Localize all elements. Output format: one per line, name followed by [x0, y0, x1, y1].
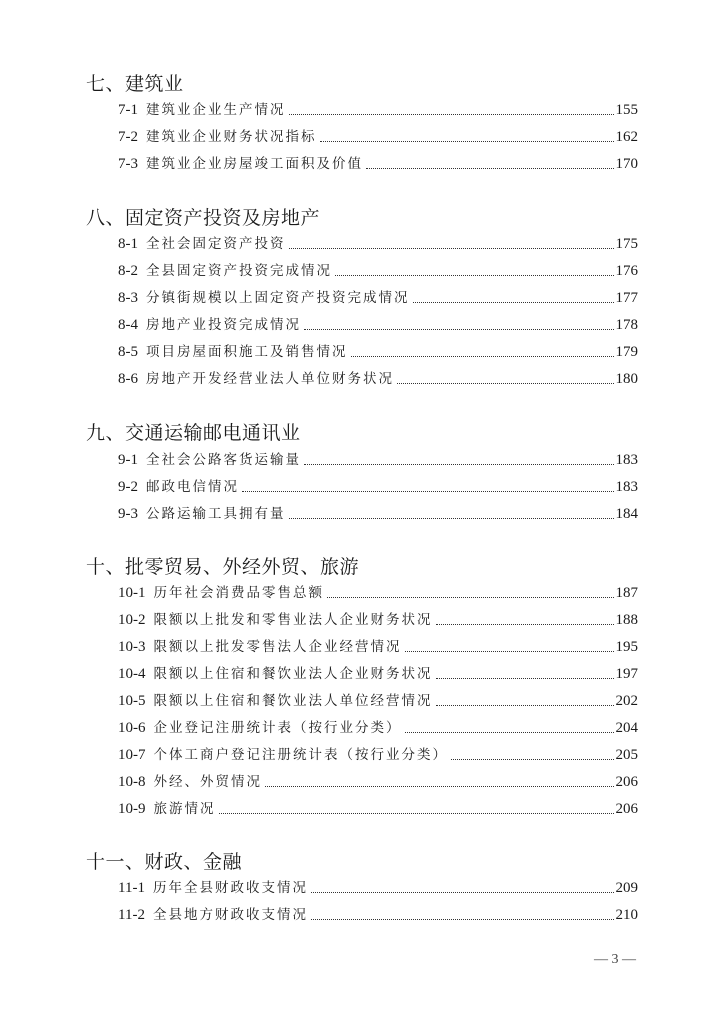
toc-number: 8-2: [118, 263, 138, 279]
toc-number: 10-9: [118, 801, 146, 817]
toc-page-number: 184: [615, 506, 638, 522]
toc-page-number: 204: [615, 720, 638, 736]
toc-row[interactable]: [118, 259, 638, 281]
toc-row[interactable]: [118, 475, 638, 497]
toc-page-number: 187: [615, 585, 638, 601]
toc-number: 7-2: [118, 129, 138, 145]
toc-number: 8-3: [118, 290, 138, 306]
toc-row[interactable]: [118, 581, 638, 603]
toc-page-number: 155: [615, 102, 638, 118]
dot-leader: [265, 786, 614, 787]
toc-number: 7-1: [118, 102, 138, 118]
toc-page-number: 197: [615, 666, 638, 682]
section-title-fixed-asset-investment: 八、固定资产投资及房地产: [86, 207, 321, 229]
toc-row[interactable]: [118, 635, 638, 657]
toc-row[interactable]: [118, 313, 638, 335]
toc-page-number: 205: [615, 747, 638, 763]
toc-number: 10-8: [118, 774, 146, 790]
toc-page-number: 183: [615, 479, 638, 495]
dot-leader: [242, 491, 614, 492]
toc-row[interactable]: [118, 98, 638, 120]
toc-number: 10-5: [118, 693, 146, 709]
toc-entry-title: 项目房屋面积施工及销售情况: [146, 344, 348, 360]
toc-row[interactable]: [118, 340, 638, 362]
toc-number: 9-3: [118, 506, 138, 522]
toc-entry-title: 分镇街规模以上固定资产投资完成情况: [146, 290, 410, 306]
toc-entry-title: 全社会固定资产投资: [146, 236, 286, 252]
toc-entry-title: 个体工商户登记注册统计表（按行业分类）: [153, 747, 448, 763]
toc-entry-title: 全县地方财政收支情况: [152, 907, 308, 923]
toc-entry-title: 建筑业企业房屋竣工面积及价值: [146, 156, 363, 172]
toc-row[interactable]: [118, 367, 638, 389]
toc-row[interactable]: [118, 770, 638, 792]
toc-entry-title: 房地产业投资完成情况: [146, 317, 301, 333]
toc-entry-title: 限额以上批发零售法人企业经营情况: [153, 639, 402, 655]
toc-entry-title: 邮政电信情况: [146, 479, 239, 495]
toc-entry-title: 历年全县财政收支情况: [152, 880, 308, 896]
dot-leader: [451, 759, 614, 760]
toc-page-number: 206: [615, 774, 638, 790]
dot-leader: [436, 705, 614, 706]
section-title-finance: 十一、财政、金融: [86, 851, 243, 873]
dot-leader: [327, 597, 614, 598]
toc-page-number: 170: [615, 156, 638, 172]
toc-page-number: 206: [615, 801, 638, 817]
toc-number: 10-3: [118, 639, 146, 655]
toc-page-number: 202: [615, 693, 638, 709]
toc-page-number: 177: [615, 290, 638, 306]
dot-leader: [413, 302, 614, 303]
section-title-construction: 七、建筑业: [86, 73, 184, 95]
dot-leader: [351, 356, 614, 357]
toc-number: 10-1: [118, 585, 146, 601]
toc-entry-title: 全县固定资产投资完成情况: [146, 263, 332, 279]
dot-leader: [289, 114, 614, 115]
toc-row[interactable]: [118, 797, 638, 819]
toc-row[interactable]: [118, 689, 638, 711]
toc-number: 11-2: [118, 907, 145, 923]
toc-row[interactable]: [118, 903, 638, 925]
toc-number: 8-6: [118, 371, 138, 387]
toc-page-number: 183: [615, 452, 638, 468]
toc-entry-title: 历年社会消费品零售总额: [153, 585, 324, 601]
toc-entry-title: 旅游情况: [153, 801, 216, 817]
toc-row[interactable]: [118, 876, 638, 898]
toc-row[interactable]: [118, 232, 638, 254]
dot-leader: [311, 919, 614, 920]
toc-row[interactable]: [118, 608, 638, 630]
section-title-transport-post: 九、交通运输邮电通讯业: [86, 422, 301, 444]
dot-leader: [289, 248, 614, 249]
toc-number: 7-3: [118, 156, 138, 172]
dot-leader: [219, 813, 614, 814]
dot-leader: [311, 892, 614, 893]
toc-row[interactable]: [118, 286, 638, 308]
toc-row[interactable]: [118, 448, 638, 470]
section-title-trade-tourism: 十、批零贸易、外经外贸、旅游: [86, 556, 360, 578]
toc-entry-title: 房地产开发经营业法人单位财务状况: [146, 371, 394, 387]
toc-page-number: 210: [615, 907, 638, 923]
toc-page-number: 188: [615, 612, 638, 628]
toc-number: 10-6: [118, 720, 146, 736]
toc-number: 10-4: [118, 666, 146, 682]
toc-entry-title: 全社会公路客货运输量: [146, 452, 301, 468]
toc-page-number: 209: [615, 880, 638, 896]
dot-leader: [436, 678, 614, 679]
toc-entry-title: 限额以上住宿和餐饮业法人企业财务状况: [153, 666, 433, 682]
dot-leader: [335, 275, 614, 276]
toc-number: 8-5: [118, 344, 138, 360]
dot-leader: [304, 464, 614, 465]
toc-row[interactable]: [118, 743, 638, 765]
toc-entry-title: 公路运输工具拥有量: [146, 506, 286, 522]
toc-page-number: 178: [615, 317, 638, 333]
dot-leader: [366, 168, 614, 169]
toc-page-number: 175: [615, 236, 638, 252]
toc-page-number: 180: [615, 371, 638, 387]
toc-entry-title: 企业登记注册统计表（按行业分类）: [153, 720, 402, 736]
dot-leader: [405, 651, 614, 652]
toc-number: 8-1: [118, 236, 138, 252]
toc-number: 9-1: [118, 452, 138, 468]
toc-row[interactable]: [118, 502, 638, 524]
dot-leader: [289, 518, 614, 519]
toc-number: 10-7: [118, 747, 146, 763]
toc-number: 9-2: [118, 479, 138, 495]
dot-leader: [436, 624, 614, 625]
toc-number: 10-2: [118, 612, 146, 628]
dot-leader: [397, 383, 614, 384]
dot-leader: [405, 732, 614, 733]
toc-page-number: 176: [615, 263, 638, 279]
toc-page-number: 195: [615, 639, 638, 655]
toc-entry-title: 限额以上住宿和餐饮业法人单位经营情况: [153, 693, 433, 709]
toc-entry-title: 限额以上批发和零售业法人企业财务状况: [153, 612, 433, 628]
toc-entry-title: 外经、外贸情况: [153, 774, 262, 790]
toc-row[interactable]: [118, 152, 638, 174]
toc-row[interactable]: [118, 716, 638, 738]
toc-page-number: 179: [615, 344, 638, 360]
footer-page-number: — 3 —: [594, 952, 636, 967]
dot-leader: [304, 329, 614, 330]
toc-number: 11-1: [118, 880, 145, 896]
toc-number: 8-4: [118, 317, 138, 333]
dot-leader: [320, 141, 614, 142]
toc-page-number: 162: [615, 129, 638, 145]
toc-row[interactable]: [118, 125, 638, 147]
toc-entry-title: 建筑业企业生产情况: [146, 102, 286, 118]
toc-row[interactable]: [118, 662, 638, 684]
toc-entry-title: 建筑业企业财务状况指标: [146, 129, 317, 145]
